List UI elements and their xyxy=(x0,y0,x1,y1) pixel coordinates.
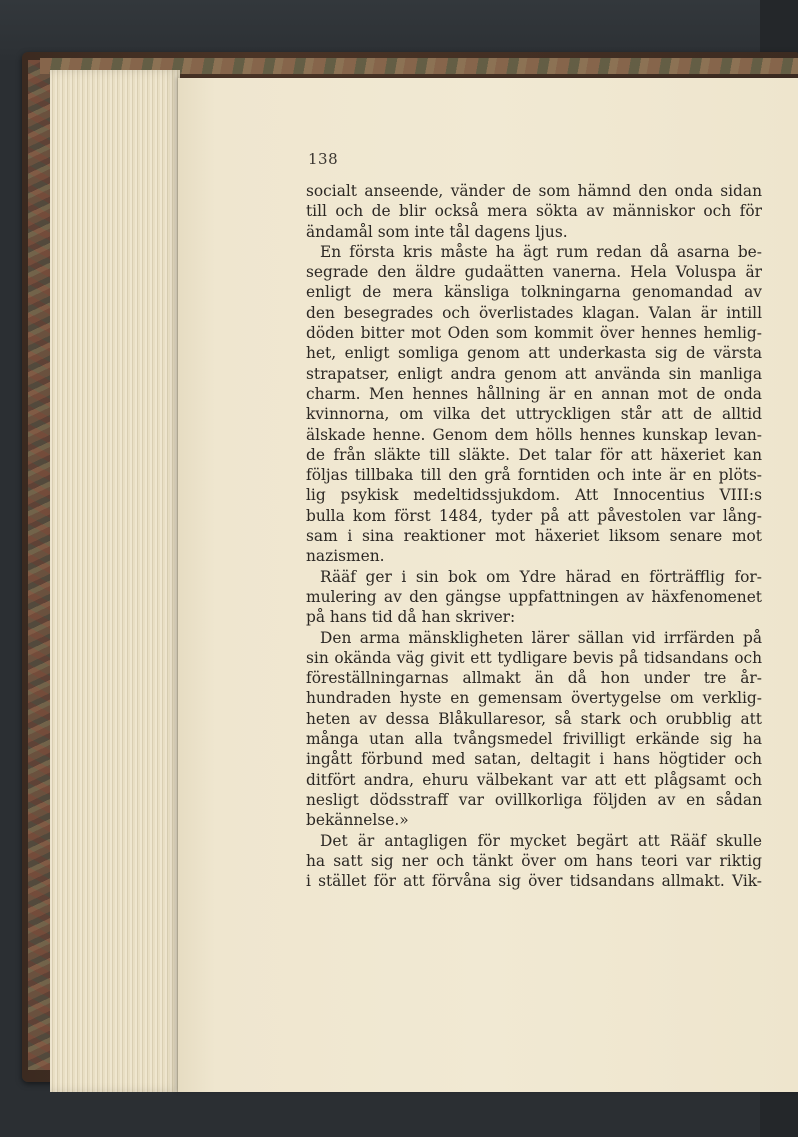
text-line: Det är antagligen för mycket begärt att Rääf skulle xyxy=(320,831,762,850)
text-line: charm. Men hennes hållning är en annan mot de onda xyxy=(306,384,762,403)
text-line: ändamål som inte tål dagens ljus. xyxy=(306,222,568,241)
background-top xyxy=(0,0,798,60)
text-line: Rääf ger i sin bok om Ydre härad en förträfflig for- xyxy=(320,567,762,586)
text-line: lig psykisk medeltidssjukdom. Att Innocentius VIII:s xyxy=(306,486,762,505)
text-line: segrade den äldre gudaätten vanerna. Hela Voluspa är xyxy=(306,263,762,282)
text-line: ha satt sig ner och tänkt över om hans teori var riktig xyxy=(306,851,762,870)
text-line: döden bitter mot Oden som kommit över hennes hemlig- xyxy=(306,324,762,343)
text-line: nesligt dödsstraff var ovillkorliga följden av en sådan xyxy=(306,790,762,809)
text-line: bulla kom först 1484, tyder på att påvestolen var lång- xyxy=(306,506,762,525)
text-line: de från släkte till släkte. Det talar för att häxeriet kan xyxy=(306,445,762,464)
text-line: den besegrades och överlistades klagan. Valan är intill xyxy=(306,303,762,322)
text-line: ingått förbund med satan, deltagit i hans högtider och xyxy=(306,750,762,769)
body-text xyxy=(306,181,762,891)
text-line: bekännelse.» xyxy=(306,811,409,830)
page-number: 138 xyxy=(308,150,339,168)
text-line: sin okända väg givit ett tydligare bevis på tidsandans och xyxy=(306,648,762,667)
text-line: heten av dessa Blåkullaresor, så stark och orubblig att xyxy=(306,709,762,728)
text-line: En första kris måste ha ägt rum redan då asarna be- xyxy=(320,242,762,261)
page-stack xyxy=(50,70,180,1092)
text-line: i stället för att förvåna sig över tidsandans allmakt. Vik- xyxy=(306,872,762,891)
text-line: socialt anseende, vänder de som hämnd den onda sidan xyxy=(306,182,762,200)
text-line: många utan alla tvångsmedel frivilligt erkände sig ha xyxy=(306,730,762,749)
text-line: kvinnorna, om vilka det uttryckligen står att de alltid xyxy=(306,405,762,424)
text-line: hundraden hyste en gemensam övertygelse om verklig- xyxy=(306,689,762,708)
text-line: enligt de mera känsliga tolkningarna genomandad av xyxy=(306,283,762,302)
text-line: nazismen. xyxy=(306,547,385,566)
text-line: het, enligt somliga genom att underkasta sig de värsta xyxy=(306,344,762,363)
text-line: sam i sina reaktioner mot häxeriet liksom senare mot xyxy=(306,527,762,546)
text-line: ditfört andra, ehuru välbekant var att ett plågsamt och xyxy=(306,770,762,789)
text-line: strapatser, enligt andra genom att använda sin manliga xyxy=(306,364,762,383)
text-line: till och de blir också mera sökta av människor och för xyxy=(306,202,762,221)
text-line: mulering av den gängse uppfattningen av häxfenomenet xyxy=(306,587,762,606)
text-line: följas tillbaka till den grå forntiden och inte är en plöts- xyxy=(306,466,762,485)
text-line: på hans tid då han skriver: xyxy=(306,608,516,627)
text-line: älskade henne. Genom dem hölls hennes kunskap levan- xyxy=(306,425,762,444)
text-line: Den arma mänskligheten lärer sällan vid irrfärden på xyxy=(320,628,762,647)
text-line: föreställningarnas allmakt än då hon under tre år- xyxy=(306,669,762,688)
